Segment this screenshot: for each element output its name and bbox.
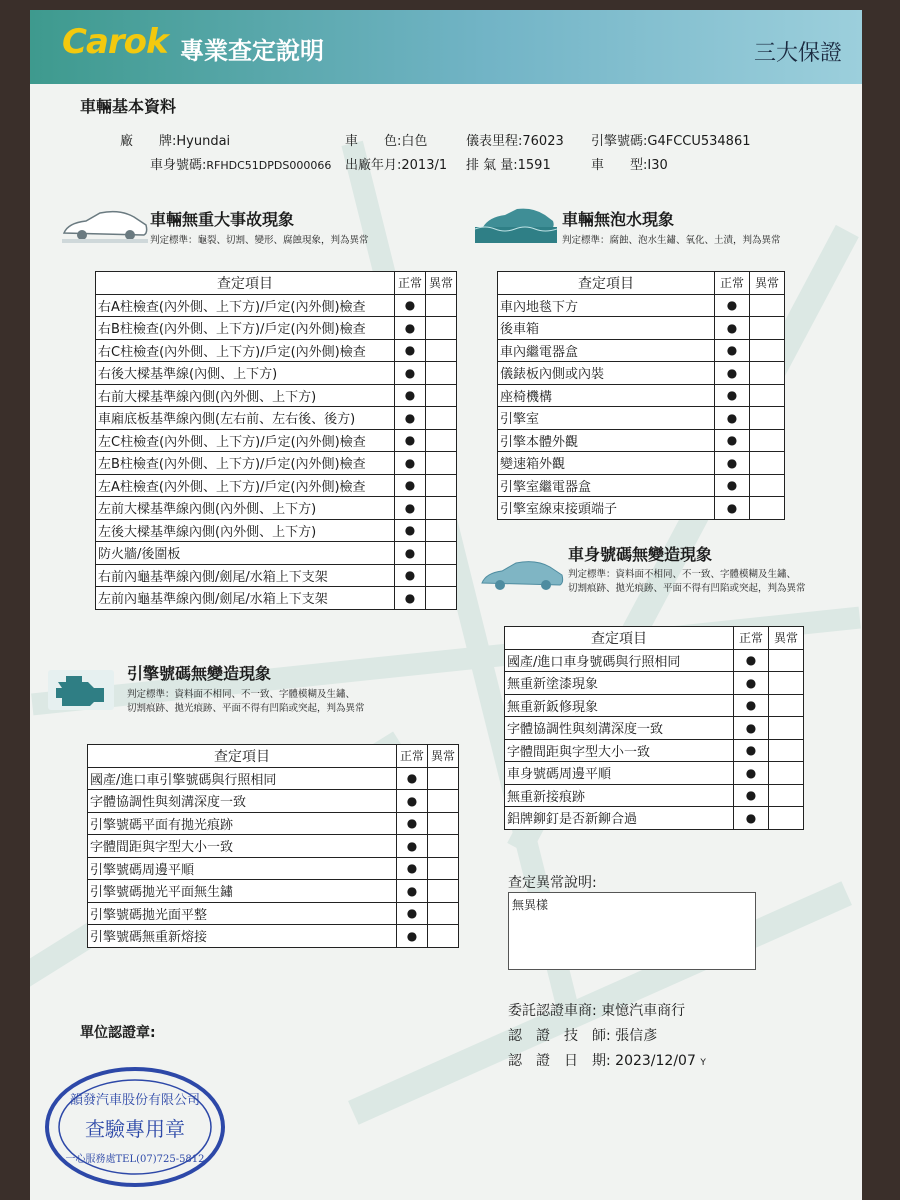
table-row	[498, 407, 785, 430]
abnormal-cell	[426, 407, 457, 430]
table-row	[96, 474, 457, 497]
brand-logo: Carok	[62, 22, 168, 62]
inspection-sheet	[30, 10, 862, 1200]
body-number-rows	[505, 649, 804, 829]
remarks-text: 無異樣	[512, 898, 549, 912]
abnormal-cell	[769, 739, 804, 762]
abnormal-cell	[769, 694, 804, 717]
body-number-criteria-line1: 判定標準：資料面不相同、不一致、字體模糊及生鏽、	[568, 569, 797, 580]
normal-mark: ●	[715, 384, 750, 407]
abnormal-cell	[428, 902, 459, 925]
seal-bottom-text: 一心服務處TEL(07)725-5812	[65, 1154, 205, 1165]
normal-mark: ●	[397, 812, 428, 835]
abnormal-cell	[426, 519, 457, 542]
normal-mark: ●	[395, 362, 426, 385]
normal-mark: ●	[734, 784, 769, 807]
column-header-item: 查定項目	[96, 272, 395, 295]
check-item: 無重新接痕跡	[505, 784, 734, 807]
table-row	[88, 857, 459, 880]
abnormal-cell	[426, 452, 457, 475]
table-row	[96, 587, 457, 610]
check-item: 左C柱檢查(內外側、上下方)/戶定(內外側)檢查	[96, 429, 395, 452]
check-item: 右前大樑基準線內側(內外側、上下方)	[96, 384, 395, 407]
table-header-row	[88, 745, 459, 768]
abnormal-cell	[750, 384, 785, 407]
abnormal-cell	[426, 474, 457, 497]
normal-mark: ●	[397, 790, 428, 813]
displacement-field: 排 氣 量:1591	[466, 158, 551, 173]
check-item: 引擎號碼無重新熔接	[88, 925, 397, 948]
normal-mark: ●	[715, 497, 750, 520]
mileage-field: 儀表里程:76023	[466, 134, 564, 149]
normal-mark: ●	[395, 294, 426, 317]
abnormal-cell	[769, 717, 804, 740]
normal-mark: ●	[734, 717, 769, 740]
table-row	[505, 717, 804, 740]
accident-table	[95, 271, 457, 610]
manufacture-date-field: 出廠年月:2013/1	[345, 158, 448, 173]
abnormal-cell	[750, 407, 785, 430]
body-number-title: 車身號碼無變造現象	[568, 545, 713, 564]
table-row	[505, 649, 804, 672]
check-item: 字體協調性與刻溝深度一致	[88, 790, 397, 813]
table-row	[96, 519, 457, 542]
date-text: 認 證 日 期: 2023/12/07	[508, 1053, 696, 1069]
column-header-item: 查定項目	[505, 627, 734, 650]
abnormal-cell	[426, 497, 457, 520]
abnormal-cell	[428, 857, 459, 880]
car-silhouette-icon	[478, 555, 564, 593]
normal-mark: ●	[715, 452, 750, 475]
body-number-criteria-line2: 切割痕跡、拋光痕跡、平面不得有凹陷或突起，判為異常	[568, 583, 806, 594]
check-item: 引擎號碼拋光面平整	[88, 902, 397, 925]
normal-mark: ●	[734, 762, 769, 785]
accident-criteria: 判定標準：龜裂、切割、變形、腐蝕現象，判為異常	[150, 235, 369, 246]
table-row	[88, 902, 459, 925]
engine-number-title: 引擎號碼無變造現象	[127, 664, 272, 683]
table-row	[96, 317, 457, 340]
table-row	[96, 362, 457, 385]
check-item: 引擎本體外觀	[498, 429, 715, 452]
flood-rows	[498, 294, 785, 519]
normal-mark: ●	[395, 384, 426, 407]
normal-mark: ●	[395, 542, 426, 565]
normal-mark: ●	[715, 362, 750, 385]
column-header-item: 查定項目	[498, 272, 715, 295]
table-row	[96, 542, 457, 565]
table-row	[498, 362, 785, 385]
check-item: 儀錶板內側或內裝	[498, 362, 715, 385]
check-item: 左B柱檢查(內外側、上下方)/戶定(內外側)檢查	[96, 452, 395, 475]
engine-number-rows	[88, 767, 459, 947]
date-suffix: Y	[700, 1058, 706, 1068]
check-item: 無重新鈑修現象	[505, 694, 734, 717]
sedan-icon	[60, 205, 150, 245]
check-item: 字體間距與字型大小一致	[88, 835, 397, 858]
header-band	[30, 10, 862, 84]
normal-mark: ●	[715, 429, 750, 452]
table-row	[505, 784, 804, 807]
abnormal-cell	[426, 294, 457, 317]
basic-info-title: 車輛基本資料	[80, 97, 177, 116]
check-item: 變速箱外觀	[498, 452, 715, 475]
normal-mark: ●	[734, 694, 769, 717]
guarantee-label: 三大保證	[753, 41, 842, 66]
check-item: 左前內龜基準線內側/劍尾/水箱上下支架	[96, 587, 395, 610]
check-item: 防火牆/後圍板	[96, 542, 395, 565]
normal-mark: ●	[395, 429, 426, 452]
check-item: 右B柱檢查(內外側、上下方)/戶定(內外側)檢查	[96, 317, 395, 340]
abnormal-cell	[426, 587, 457, 610]
table-row	[498, 429, 785, 452]
table-row	[505, 807, 804, 830]
column-header-normal: 正常	[397, 745, 428, 768]
abnormal-cell	[750, 474, 785, 497]
check-item: 字體協調性與刻溝深度一致	[505, 717, 734, 740]
normal-mark: ●	[734, 672, 769, 695]
engine-number-field: 引擎號碼:G4FCCU534861	[591, 134, 751, 149]
normal-mark: ●	[734, 807, 769, 830]
check-item: 引擎室	[498, 407, 715, 430]
table-row	[96, 294, 457, 317]
table-row	[88, 925, 459, 948]
column-header-normal: 正常	[734, 627, 769, 650]
abnormal-cell	[750, 362, 785, 385]
abnormal-cell	[426, 429, 457, 452]
flood-criteria: 判定標準：腐蝕、泡水生鏽、氧化、土漬，判為異常	[562, 235, 781, 246]
table-row	[88, 880, 459, 903]
check-item: 車內繼電器盒	[498, 339, 715, 362]
check-item: 無重新塗漆現象	[505, 672, 734, 695]
normal-mark: ●	[395, 317, 426, 340]
check-item: 引擎室繼電器盒	[498, 474, 715, 497]
check-item: 國產/進口車引擎號碼與行照相同	[88, 767, 397, 790]
table-header-row	[96, 272, 457, 295]
column-header-abnormal: 異常	[426, 272, 457, 295]
abnormal-cell	[750, 452, 785, 475]
abnormal-cell	[428, 790, 459, 813]
table-row	[498, 294, 785, 317]
inspection-seal	[40, 1062, 230, 1192]
header-title: 專業查定說明	[180, 37, 324, 65]
abnormal-cell	[426, 564, 457, 587]
unit-seal-label: 單位認證章:	[80, 1025, 156, 1041]
abnormal-cell	[428, 812, 459, 835]
check-item: 引擎號碼拋光平面無生鏽	[88, 880, 397, 903]
check-item: 左前大樑基準線內側(內外側、上下方)	[96, 497, 395, 520]
normal-mark: ●	[397, 767, 428, 790]
abnormal-cell	[750, 317, 785, 340]
normal-mark: ●	[395, 339, 426, 362]
abnormal-cell	[769, 807, 804, 830]
seal-ring-text: 韻發汽車股份有限公司	[69, 1093, 201, 1108]
table-row	[96, 452, 457, 475]
normal-mark: ●	[734, 739, 769, 762]
normal-mark: ●	[395, 474, 426, 497]
abnormal-cell	[428, 880, 459, 903]
table-row	[96, 407, 457, 430]
vin-field	[150, 154, 331, 173]
abnormal-cell	[426, 362, 457, 385]
check-item: 車廂底板基準線內側(左右前、左右後、後方)	[96, 407, 395, 430]
vin-label: 車身號碼:	[150, 158, 207, 173]
check-item: 右A柱檢查(內外側、上下方)/戶定(內外側)檢查	[96, 294, 395, 317]
normal-mark: ●	[397, 925, 428, 948]
vin-value: RFHDC51DPDS000066	[206, 159, 332, 172]
abnormal-cell	[428, 835, 459, 858]
column-header-abnormal: 異常	[428, 745, 459, 768]
accident-rows	[96, 294, 457, 609]
check-item: 左A柱檢查(內外側、上下方)/戶定(內外側)檢查	[96, 474, 395, 497]
abnormal-cell	[426, 542, 457, 565]
technician-line: 認 證 技 師: 張信彥	[508, 1028, 658, 1044]
table-row	[498, 339, 785, 362]
abnormal-cell	[769, 784, 804, 807]
table-row	[505, 672, 804, 695]
normal-mark: ●	[397, 857, 428, 880]
table-row	[88, 790, 459, 813]
normal-mark: ●	[395, 587, 426, 610]
engine-number-table	[87, 744, 459, 948]
abnormal-cell	[750, 339, 785, 362]
accident-title: 車輛無重大事故現象	[150, 210, 295, 229]
normal-mark: ●	[395, 452, 426, 475]
date-line	[508, 1050, 706, 1070]
abnormal-cell	[769, 649, 804, 672]
check-item: 座椅機構	[498, 384, 715, 407]
table-row	[88, 835, 459, 858]
abnormal-cell	[750, 294, 785, 317]
table-row	[498, 384, 785, 407]
table-row	[88, 767, 459, 790]
table-row	[505, 762, 804, 785]
engine-number-criteria-line2: 切割痕跡、拋光痕跡、平面不得有凹陷或突起，判為異常	[127, 703, 365, 714]
normal-mark: ●	[397, 880, 428, 903]
body-number-table	[504, 626, 804, 830]
brand-field: 廠 牌:Hyundai	[120, 134, 231, 149]
table-header-row	[505, 627, 804, 650]
check-item: 右C柱檢查(內外側、上下方)/戶定(內外側)檢查	[96, 339, 395, 362]
table-row	[505, 739, 804, 762]
remarks-label: 查定異常說明:	[508, 875, 597, 891]
check-item: 右後大樑基準線(內側、上下方)	[96, 362, 395, 385]
flooded-car-icon	[475, 205, 557, 245]
check-item: 引擎室線束接頭端子	[498, 497, 715, 520]
abnormal-cell	[428, 767, 459, 790]
column-header-normal: 正常	[715, 272, 750, 295]
check-item: 引擎號碼平面有拋光痕跡	[88, 812, 397, 835]
dealer-line: 委託認證車商: 東憶汽車商行	[508, 1003, 686, 1019]
normal-mark: ●	[715, 474, 750, 497]
normal-mark: ●	[395, 519, 426, 542]
table-row	[498, 452, 785, 475]
check-item: 後車箱	[498, 317, 715, 340]
normal-mark: ●	[715, 294, 750, 317]
table-row	[88, 812, 459, 835]
seal-center-text: 查驗專用章	[85, 1117, 185, 1141]
check-item: 鋁牌鉚釘是否新鉚合過	[505, 807, 734, 830]
abnormal-cell	[750, 429, 785, 452]
table-row	[96, 564, 457, 587]
check-item: 左後大樑基準線內側(內外側、上下方)	[96, 519, 395, 542]
normal-mark: ●	[715, 407, 750, 430]
table-row	[96, 429, 457, 452]
check-item: 車內地毯下方	[498, 294, 715, 317]
normal-mark: ●	[395, 497, 426, 520]
normal-mark: ●	[715, 339, 750, 362]
table-row	[96, 339, 457, 362]
table-header-row	[498, 272, 785, 295]
normal-mark: ●	[734, 649, 769, 672]
column-header-abnormal: 異常	[750, 272, 785, 295]
abnormal-cell	[426, 339, 457, 362]
engine-icon	[48, 670, 114, 710]
column-header-item: 查定項目	[88, 745, 397, 768]
normal-mark: ●	[395, 564, 426, 587]
table-row	[505, 694, 804, 717]
flood-table	[497, 271, 785, 520]
flood-title: 車輛無泡水現象	[562, 210, 675, 229]
abnormal-cell	[769, 672, 804, 695]
normal-mark: ●	[397, 902, 428, 925]
table-row	[96, 497, 457, 520]
abnormal-cell	[426, 384, 457, 407]
abnormal-cell	[428, 925, 459, 948]
abnormal-cell	[750, 497, 785, 520]
table-row	[498, 474, 785, 497]
abnormal-cell	[769, 762, 804, 785]
check-item: 車身號碼周邊平順	[505, 762, 734, 785]
normal-mark: ●	[395, 407, 426, 430]
normal-mark: ●	[397, 835, 428, 858]
abnormal-cell	[426, 317, 457, 340]
model-field: 車 型:I30	[591, 158, 668, 173]
table-row	[498, 317, 785, 340]
normal-mark: ●	[715, 317, 750, 340]
column-header-abnormal: 異常	[769, 627, 804, 650]
check-item: 字體間距與字型大小一致	[505, 739, 734, 762]
table-row	[96, 384, 457, 407]
remarks-box	[508, 892, 756, 970]
table-row	[498, 497, 785, 520]
color-field: 車 色:白色	[345, 134, 428, 149]
engine-number-criteria-line1: 判定標準：資料面不相同、不一致、字體模糊及生鏽、	[127, 689, 356, 700]
check-item: 引擎號碼周邊平順	[88, 857, 397, 880]
column-header-normal: 正常	[395, 272, 426, 295]
check-item: 右前內龜基準線內側/劍尾/水箱上下支架	[96, 564, 395, 587]
check-item: 國產/進口車身號碼與行照相同	[505, 649, 734, 672]
